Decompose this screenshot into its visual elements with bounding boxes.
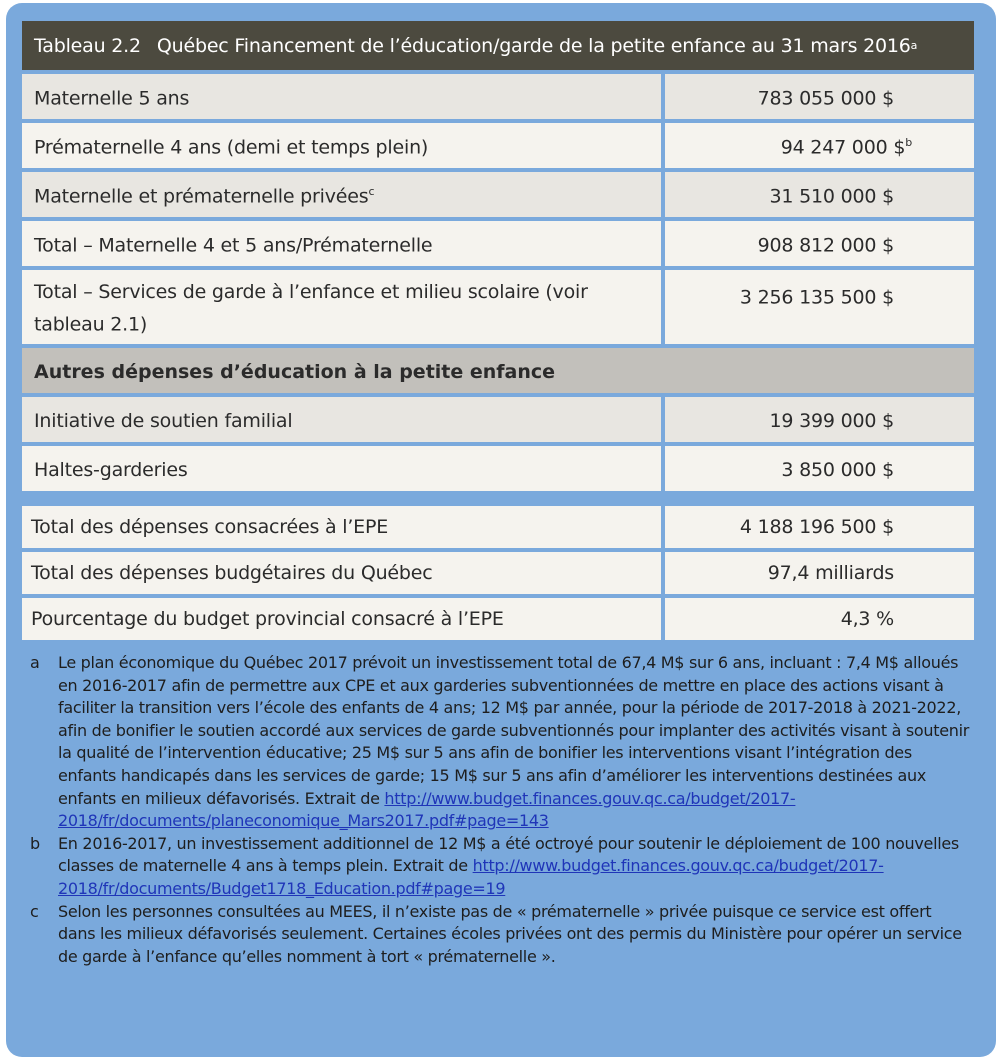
row-value: 3 850 000 $ [665,446,974,491]
totals-row [22,598,974,640]
row-label: Prématernelle 4 ans (demi et temps plein) [22,123,661,168]
row-value: 19 399 000 $ [665,397,974,442]
footnote-mark: a [30,653,40,672]
funding-table [22,21,974,491]
title-note-mark: a [910,39,918,52]
table-row [22,446,974,491]
footnote-b [30,833,970,901]
row-label: Haltes-garderies [22,446,661,491]
total-value: 4,3 % [665,598,974,640]
footnote-text: En 2016-2017, un investissement additionnel de 12 M$ a été octroyé pour soutenir le déploiement de 100 nouvelles classes de maternelle 4 ans à temps plein. Extrait de [58,833,959,876]
footnote-text: Le plan économique du Québec 2017 prévoit un investissement total de 67,4 M$ sur 6 ans, incluant : 7,4 M$ alloués en 2016-2017 afin de permettre aux CPE et aux garderies subventionnées de mettre en place des actions visant à faciliter la transition vers l’école des enfants de 4 ans; 12 M$ par année, pour la période de 2017-2018 à 2021-2022, afin de bonifier le soutien accordé aux services de garde subventionnés pour implanter des activités visant à soutenir la qualité de l’intervention éducative; 25 M$ sur 5 ans afin de bonifier les interventions visant l’intégration des enfants handicapés dans les services de garde; 15 M$ sur 5 ans afin d’améliorer les interventions destinées aux enfants en milieux défavorisés. Extrait de [58,653,970,808]
total-value: 97,4 milliards [665,552,974,594]
row-value: 31 510 000 $ [665,172,974,217]
table-row [22,397,974,442]
row-value: 94 247 000 \$$^b$ [665,123,974,168]
row-label: Initiative de soutien familial [22,397,661,442]
table-row [22,221,974,266]
table-title-text: Québec Financement de l’éducation/garde de la petite enfance au 31 mars 2016 [156,34,911,57]
footnote-mark: b [30,833,40,853]
table-row [22,172,974,217]
total-label: Total des dépenses consacrées à l’EPE [22,506,661,548]
table-title [22,21,974,70]
footnote-link[interactable]: http://www.budget.finances.gouv.qc.ca/budget/2017-2018/fr/documents/Budget1718_Education.pdf#page=19 [58,856,884,898]
footnote-text: Selon les personnes consultées au MEES, il n’existe pas de « prématernelle » privée puisque ce service est offert dans les milieux défavorisés seulement. Certaines écoles privées ont des permis du Ministère pour opérer un service de garde à l’enfance qu’elles nomment à tort « prématernelle ». [58,901,962,966]
total-value: 4 188 196 500 $ [665,506,974,548]
footnote-link[interactable]: http://www.budget.finances.gouv.qc.ca/budget/2017-2018/fr/documents/planeconomique_Mars2017.pdf#page=143 [58,788,796,831]
row-label: Maternelle 5 ans [22,74,661,119]
row-value: 783 055 000 $ [665,74,974,119]
total-label: Total des dépenses budgétaires du Québec [22,552,661,594]
totals-row [22,552,974,594]
row-value: 908 812 000 $ [665,221,974,266]
footnote-a [30,652,970,833]
footnote-mark: c [30,901,39,921]
table-row [22,74,974,119]
section-header: Autres dépenses d’éducation à la petite enfance [22,348,974,393]
totals-table [22,506,974,640]
row-value: 3 256 135 500 $ [665,270,974,344]
row-label: Total – Maternelle 4 et 5 ans/Prématernelle [22,221,661,266]
table-number: Tableau 2.2 [34,34,141,57]
table-row [22,270,974,344]
footnote-c [30,901,970,969]
table-row [22,123,974,168]
footnotes [30,652,970,968]
totals-row [22,506,974,548]
row-label: Total – Services de garde à l’enfance et milieu scolaire (voir tableau 2.1) [22,270,661,344]
row-label: Maternelle et prématernelle privées$^c$ [22,172,661,217]
total-label: Pourcentage du budget provincial consacré à l’EPE [22,598,661,640]
